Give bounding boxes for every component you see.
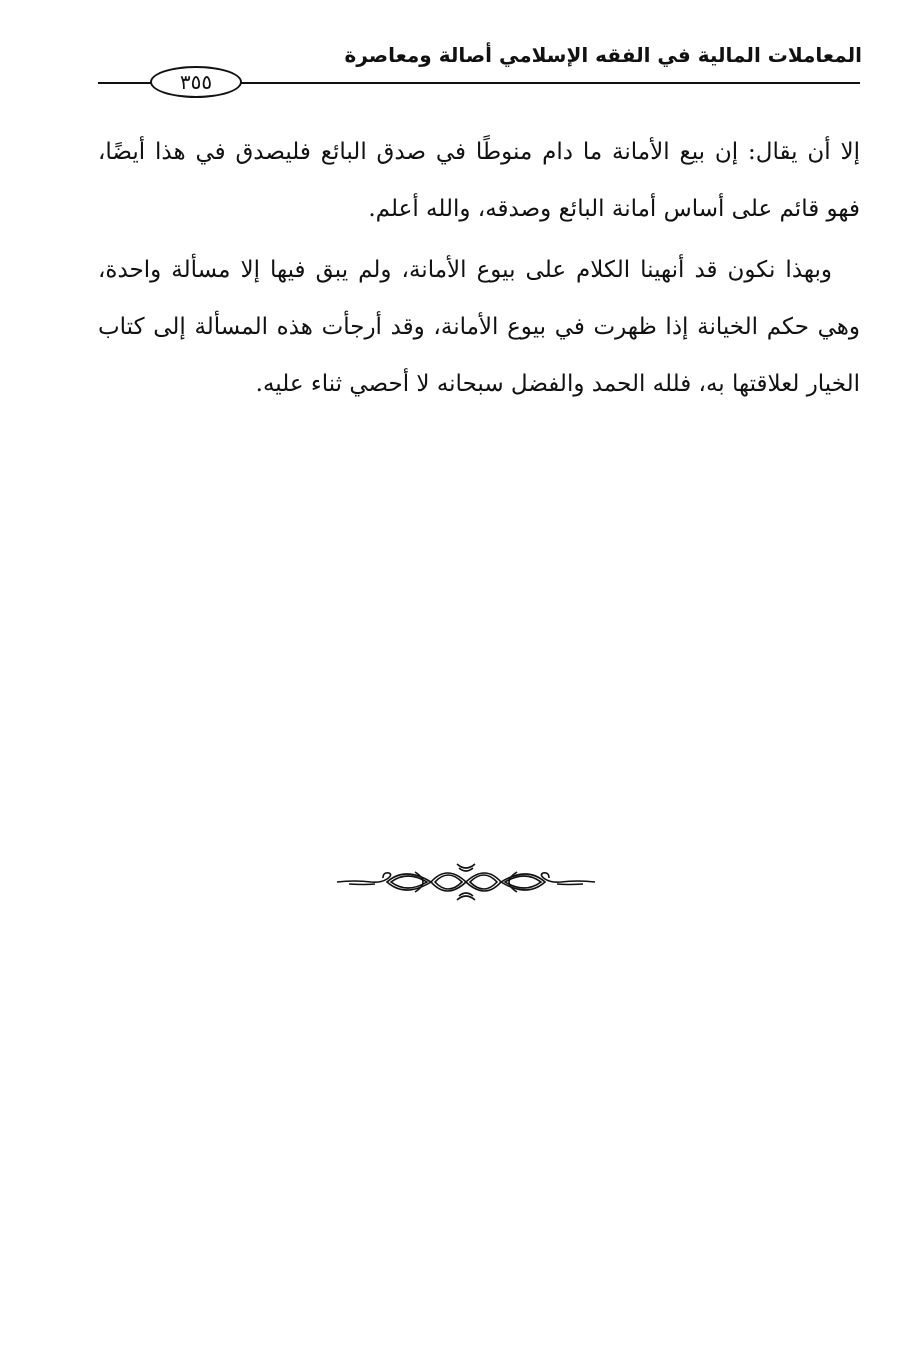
paragraph-2: وبهذا نكون قد أنهينا الكلام على بيوع الأمانة، ولم يبق فيها إلا مسألة واحدة، وهي حكم الخيانة إذا ظهرت في بيوع الأمانة، وقد أرجأت هذه المسألة إلى كتاب الخيار لعلاقتها به، فلله الحمد والفضل سبحانه لا أحصي ثناء عليه.	[98, 257, 860, 397]
decorative-divider-icon	[335, 860, 597, 904]
page-number: ٣٥٥	[150, 66, 242, 98]
body-text	[98, 124, 860, 413]
paragraph-1: إلا أن يقال: إن بيع الأمانة ما دام منوطًا في صدق البائع فليصدق في هذا أيضًا، فهو قائم على أساس أمانة البائع وصدقه، والله أعلم.	[98, 139, 860, 222]
running-header-title: المعاملات المالية في الفقه الإسلامي أصالة ومعاصرة	[344, 43, 862, 67]
